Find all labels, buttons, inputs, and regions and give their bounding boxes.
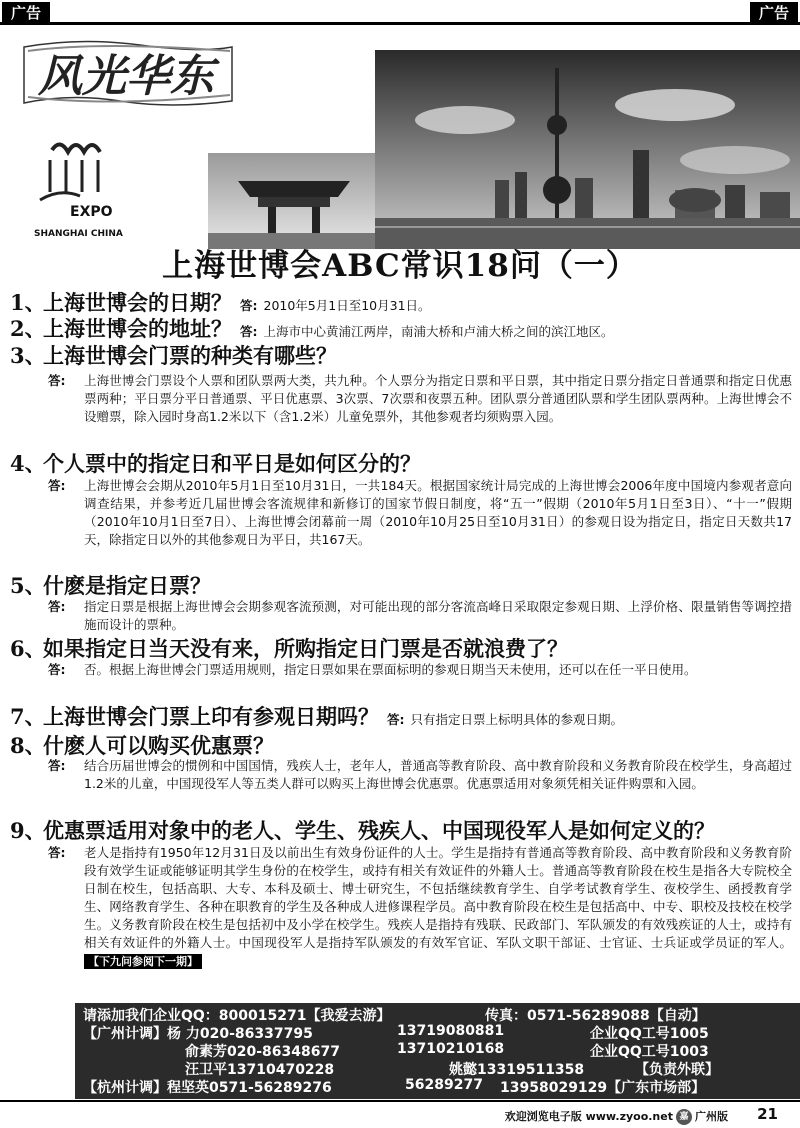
contact-mobile: 13710210168 [397,1041,505,1057]
contact-qq-id: 企业QQ工号1005 [590,1026,709,1042]
answer-label: 答: [387,712,405,727]
answer-text: 上海世博会门票设个人票和团队票两大类，共九种。个人票分为指定日票和平日票，其中指定日票分指定日普通票和指定日优惠票两种；平日票分平日普通票、平日优惠票、3次票、7次票和夜票五种。团队票分普通团队票和学生团队票两种。上海世博会不设赠票，除入园时身高1.2米以下（含1.2米）儿童免票外，其他参观者均须购票入园。 [84,373,792,424]
contact-box [75,1003,800,1099]
answer-text: 指定日票是根据上海世博会会期参观客流预测，对可能出现的部分客流高峰日采取限定参观日期、上浮价格、限量销售等调控措施而设计的票种。 [84,599,792,632]
china-pavilion-photo [208,153,380,249]
answer-5 [48,598,792,634]
website-text: 欢迎浏览电子版 www.zyoo.net [504,1110,673,1123]
contact-phone: 【广州计调】杨 力020-86337795 [83,1026,313,1042]
answer-text [84,844,792,970]
edition-label: 广州版 [695,1110,728,1123]
answer-8 [48,757,792,793]
answer-3 [48,372,792,426]
inline-answer [240,298,431,313]
answer-label: 答: [48,373,66,388]
contact-phone: 56289277 [405,1077,483,1093]
inline-answer [387,712,623,727]
question-number: 4、 [10,451,46,476]
answer-text: 只有指定日票上标明具体的参观日期。 [410,712,624,727]
contact-mobile: 13958029129【广东市场部】 [500,1080,706,1096]
question-number: 5、 [10,573,46,598]
logo-lettering: 风光华东 [38,51,214,102]
stamp-icon: 嘉 [676,1109,692,1125]
contact-mobile: 姚懿13319511358 [449,1062,585,1078]
contact-qq-id: 企业QQ工号1003 [590,1044,709,1060]
answer-text: 上海市中心黄浦江两岸，南浦大桥和卢浦大桥之间的滨江地区。 [263,324,614,339]
contact-mobile: 汪卫平13710470228 [185,1062,335,1078]
answer-6 [48,661,792,679]
answer-label: 答: [48,758,66,773]
question-9 [10,815,715,845]
contact-phone: 【杭州计调】程坚英0571-56289276 [83,1080,332,1096]
contact-mobile: 13719080881 [397,1023,505,1039]
page-number: 21 [757,1105,778,1123]
answer-label: 答: [240,298,258,313]
question-number: 3、 [10,343,46,368]
page-footer [0,1100,800,1128]
contact-role: 【负责外联】 [635,1062,719,1078]
question-number: 1、 [10,290,46,315]
answer-label: 答: [48,478,66,493]
inline-answer [240,324,614,339]
question-text: 如果指定日当天没有来，所购指定日门票是否就浪费了？ [43,636,568,661]
question-text: 什麽是指定日票？ [43,573,211,598]
question-text: 优惠票适用对象中的老人、学生、残疾人、中国现役军人是如何定义的？ [43,818,715,843]
answer-text: 否。根据上海世博会门票适用规则，指定日票如果在票面标明的参观日期当天未使用，还可以在任一平日使用。 [84,662,697,677]
question-text: 上海世博会的日期？ [43,290,232,315]
question-text: 上海世博会的地址？ [43,316,232,341]
question-7 [10,701,623,731]
answer-text: 上海世博会会期从2010年5月1日至10月31日，一共184天。根据国家统计局完成的上海世博会2006年度中国境内参观者意向调查结果，并参考近几届世博会客流规律和新修订的国家节假日制度，将“五一”假期（2010年5月1日至3日）、“十一”假期（2010年10月1日至7日）、上海世博会闭幕前一周（2010年10月25日至10月31日）的参观日设为指定日，指定日天数共17天，除指定日以外的其他参观日为平日，共167天。 [84,478,792,547]
question-text: 上海世博会门票上印有参观日期吗？ [43,704,379,729]
question-3 [10,340,337,370]
answer-text: 2010年5月1日至10月31日。 [263,298,431,313]
fengguang-huadong-logo [20,37,235,109]
answer-label: 答: [240,324,258,339]
answer-9 [48,844,792,970]
next-issue-tag: 【下九问参阅下一期】 [84,954,202,969]
question-5 [10,570,211,600]
question-4 [10,448,421,478]
banner [0,25,800,239]
question-2 [10,313,614,343]
expo-wordmark: EXPO [70,204,113,220]
ad-label-left: 广告 [2,2,50,24]
question-number: 6、 [10,636,46,661]
answer-label: 答: [48,845,66,860]
fax: 传真：0571-56289088【自动】 [485,1008,706,1024]
question-number: 8、 [10,733,46,758]
answer-4 [48,477,792,549]
question-text: 个人票中的指定日和平日是如何区分的？ [43,451,421,476]
answer-label: 答: [48,599,66,614]
answer-body: 老人是指持有1950年12月31日及以前出生有效身份证件的人士。学生是指持有普通高等教育阶段、高中教育阶段和义务教育阶段有效学生证或能够证明其学生身份的在校学生，或持有相关有效证件的外籍人士。普通高等教育阶段在校生是指各大专院校全日制在校生，包括高职、大专、本科及硕士、博士研究生，不包括继续教育学生、自学考试教育学生、夜校学生、函授教育学生、网络教育学生、各种在职教育的学生及各种成人进修课程学员。高中教育阶段在校生是包括高中、中专、职校及技校在校学生。义务教育阶段在校生是包括初中及小学在校学生。残疾人是指持有残联、民政部门、军队颁发的有效残疾证的人士，或持有相关有效证件的外籍人士。中国现役军人是指持军队颁发的有效军官证、军队文职干部证、士官证、士兵证或学员证的军人。 [84,845,792,950]
page-title: 上海世博会ABC常识18问（一） [162,248,638,284]
expo-subtitle: SHANGHAI CHINA [34,229,123,239]
answer-text: 结合历届世博会的惯例和中国国情，残疾人士，老年人，普通高等教育阶段、高中教育阶段和义务教育阶段在校学生，身高超过1.2米的儿童，中国现役军人等五类人群可以购买上海世博会优惠票。优惠票适用对象须凭相关证件购票和入园。 [84,758,792,791]
question-number: 2、 [10,316,46,341]
question-number: 9、 [10,818,46,843]
expo-2010-logo [30,130,140,245]
question-text: 上海世博会门票的种类有哪些？ [43,343,337,368]
shanghai-skyline-photo [375,50,800,249]
question-text: 什麽人可以购买优惠票？ [43,733,274,758]
contact-phone: 俞素芳020-86348677 [185,1044,340,1060]
company-qq: 请添加我们企业QQ：800015271【我爱去游】 [83,1008,391,1024]
question-6 [10,633,568,663]
answer-label: 答: [48,662,66,677]
footer-text [505,1108,728,1125]
question-number: 7、 [10,704,46,729]
question-8 [10,730,274,760]
ad-label-right: 广告 [750,2,798,24]
